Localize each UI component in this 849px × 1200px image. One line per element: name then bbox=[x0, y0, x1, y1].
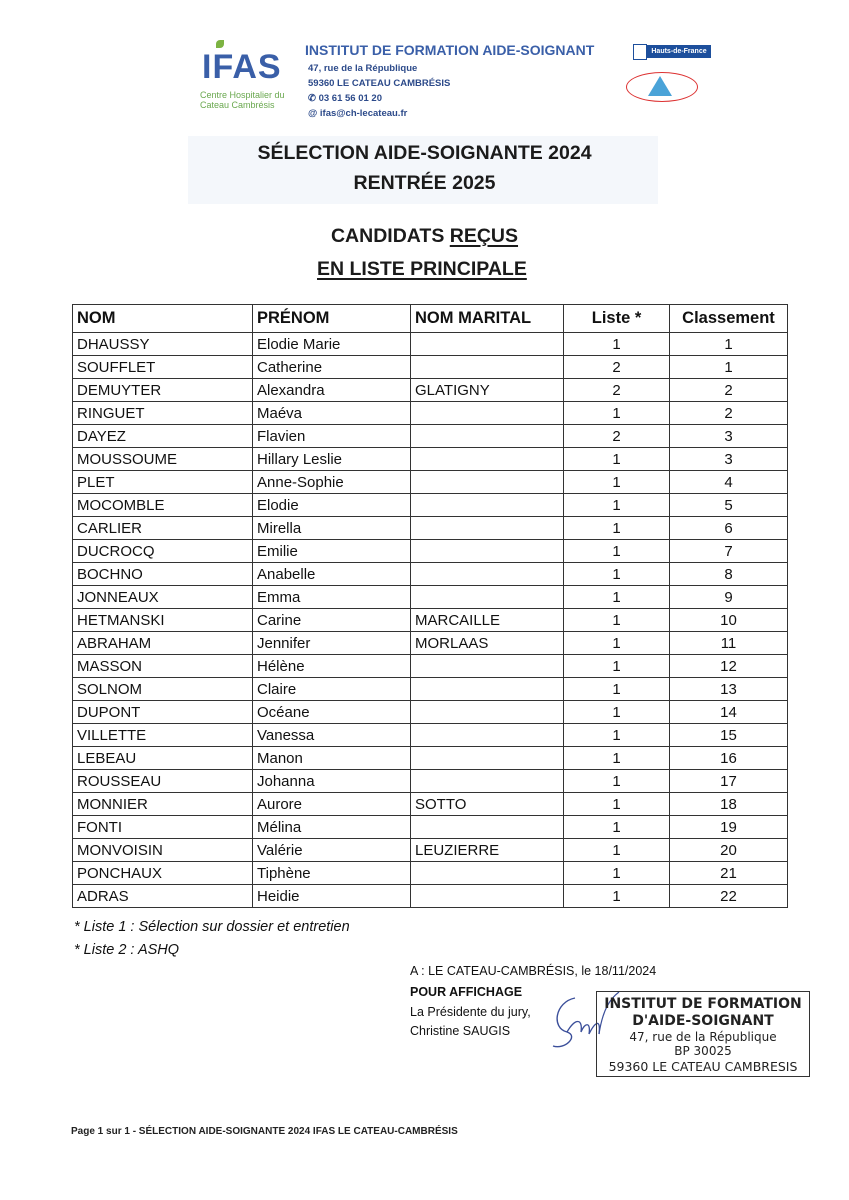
cell-liste: 1 bbox=[564, 701, 670, 724]
email: @ ifas@ch-lecateau.fr bbox=[308, 108, 408, 119]
cell-liste: 1 bbox=[564, 471, 670, 494]
cell-classement: 7 bbox=[670, 540, 788, 563]
cell-prenom: Mirella bbox=[253, 517, 411, 540]
subtitle-underlined: REÇUS bbox=[449, 225, 519, 247]
subtitle-line1 bbox=[0, 225, 849, 248]
cell-classement: 17 bbox=[670, 770, 788, 793]
cell-nom-marital bbox=[411, 885, 564, 908]
cell-classement: 6 bbox=[670, 517, 788, 540]
cell-nom: MOUSSOUME bbox=[73, 448, 253, 471]
cell-nom: DUPONT bbox=[73, 701, 253, 724]
address-line2: 59360 LE CATEAU CAMBRÉSIS bbox=[308, 78, 451, 89]
cell-nom: BOCHNO bbox=[73, 563, 253, 586]
cell-nom-marital bbox=[411, 402, 564, 425]
cell-liste: 1 bbox=[564, 816, 670, 839]
cell-nom-marital bbox=[411, 356, 564, 379]
cell-nom-marital bbox=[411, 471, 564, 494]
cell-prenom: Anne-Sophie bbox=[253, 471, 411, 494]
cell-liste: 1 bbox=[564, 724, 670, 747]
table-row bbox=[73, 678, 788, 701]
cell-nom: MOCOMBLE bbox=[73, 494, 253, 517]
address-line1: 47, rue de la République bbox=[308, 63, 418, 74]
cell-liste: 1 bbox=[564, 747, 670, 770]
cell-liste: 1 bbox=[564, 333, 670, 356]
cell-prenom: Océane bbox=[253, 701, 411, 724]
table-row bbox=[73, 586, 788, 609]
cell-nom-marital bbox=[411, 448, 564, 471]
leaf-icon bbox=[216, 40, 224, 48]
cell-nom-marital bbox=[411, 862, 564, 885]
table-row bbox=[73, 379, 788, 402]
cell-nom: ROUSSEAU bbox=[73, 770, 253, 793]
cell-classement: 19 bbox=[670, 816, 788, 839]
institute-title: INSTITUT DE FORMATION AIDE-SOIGNANT bbox=[305, 42, 595, 58]
ifas-logo bbox=[198, 40, 290, 110]
cell-nom-marital bbox=[411, 333, 564, 356]
cell-prenom: Flavien bbox=[253, 425, 411, 448]
cell-nom-marital bbox=[411, 701, 564, 724]
cell-classement: 1 bbox=[670, 333, 788, 356]
cell-liste: 1 bbox=[564, 586, 670, 609]
title-line2: RENTRÉE 2025 bbox=[353, 172, 496, 194]
cell-prenom: Jennifer bbox=[253, 632, 411, 655]
cell-classement: 12 bbox=[670, 655, 788, 678]
cell-nom-marital bbox=[411, 747, 564, 770]
cell-nom-marital: LEUZIERRE bbox=[411, 839, 564, 862]
table-header-row bbox=[73, 305, 788, 333]
cell-nom-marital: GLATIGNY bbox=[411, 379, 564, 402]
cell-classement: 1 bbox=[670, 356, 788, 379]
cell-nom: LEBEAU bbox=[73, 747, 253, 770]
table-row bbox=[73, 862, 788, 885]
cell-classement: 22 bbox=[670, 885, 788, 908]
table-row bbox=[73, 517, 788, 540]
page-footer: Page 1 sur 1 - SÉLECTION AIDE-SOIGNANTE 2024 IFAS LE CATEAU-CAMBRÉSIS bbox=[71, 1126, 458, 1137]
cell-liste: 1 bbox=[564, 678, 670, 701]
stamp-line4: BP 30025 bbox=[674, 1044, 732, 1058]
cell-nom-marital bbox=[411, 724, 564, 747]
note-liste2: * Liste 2 : ASHQ bbox=[74, 942, 180, 958]
cell-liste: 1 bbox=[564, 770, 670, 793]
cell-prenom: Claire bbox=[253, 678, 411, 701]
cell-nom: MONNIER bbox=[73, 793, 253, 816]
header-nom-marital: NOM MARITAL bbox=[411, 305, 564, 333]
table-row bbox=[73, 701, 788, 724]
region-logo bbox=[633, 42, 713, 62]
cell-nom: VILLETTE bbox=[73, 724, 253, 747]
place-date: A : LE CATEAU-CAMBRÉSIS, le 18/11/2024 bbox=[410, 964, 657, 978]
cell-liste: 1 bbox=[564, 609, 670, 632]
cell-prenom: Manon bbox=[253, 747, 411, 770]
cell-prenom: Tiphène bbox=[253, 862, 411, 885]
header-prenom: PRÉNOM bbox=[253, 305, 411, 333]
table-row bbox=[73, 816, 788, 839]
cell-nom-marital: SOTTO bbox=[411, 793, 564, 816]
cell-prenom: Alexandra bbox=[253, 379, 411, 402]
cell-prenom: Catherine bbox=[253, 356, 411, 379]
cell-classement: 8 bbox=[670, 563, 788, 586]
cell-prenom: Heidie bbox=[253, 885, 411, 908]
table-row bbox=[73, 333, 788, 356]
cell-classement: 4 bbox=[670, 471, 788, 494]
cell-liste: 1 bbox=[564, 839, 670, 862]
cell-nom: ABRAHAM bbox=[73, 632, 253, 655]
cell-nom-marital bbox=[411, 770, 564, 793]
cell-nom: PONCHAUX bbox=[73, 862, 253, 885]
cell-nom: DUCROCQ bbox=[73, 540, 253, 563]
cell-classement: 10 bbox=[670, 609, 788, 632]
header-classement: Classement bbox=[670, 305, 788, 333]
posting-label: POUR AFFICHAGE bbox=[410, 985, 523, 999]
jury-role: La Présidente du jury, bbox=[410, 1005, 531, 1019]
header-liste: Liste * bbox=[564, 305, 670, 333]
table-row bbox=[73, 747, 788, 770]
cell-classement: 5 bbox=[670, 494, 788, 517]
cell-classement: 2 bbox=[670, 402, 788, 425]
logo-caption-line1: Centre Hospitalier du bbox=[200, 90, 285, 100]
cell-nom-marital bbox=[411, 425, 564, 448]
triangle-icon bbox=[648, 76, 672, 96]
cell-prenom: Elodie bbox=[253, 494, 411, 517]
cell-nom-marital: MORLAAS bbox=[411, 632, 564, 655]
table-row bbox=[73, 540, 788, 563]
cell-nom: DAYEZ bbox=[73, 425, 253, 448]
table-row bbox=[73, 494, 788, 517]
cell-classement: 2 bbox=[670, 379, 788, 402]
cell-nom-marital bbox=[411, 586, 564, 609]
cell-nom-marital bbox=[411, 678, 564, 701]
jury-name: Christine SAUGIS bbox=[410, 1024, 511, 1038]
stamp-line5: 59360 LE CATEAU CAMBRESIS bbox=[608, 1059, 798, 1074]
cell-prenom: Elodie Marie bbox=[253, 333, 411, 356]
cell-nom: DHAUSSY bbox=[73, 333, 253, 356]
table-row bbox=[73, 402, 788, 425]
cell-liste: 1 bbox=[564, 517, 670, 540]
cell-nom: ADRAS bbox=[73, 885, 253, 908]
table-row bbox=[73, 356, 788, 379]
note-liste1: * Liste 1 : Sélection sur dossier et entretien bbox=[74, 919, 350, 935]
subtitle-line2: EN LISTE PRINCIPALE bbox=[317, 258, 527, 280]
cell-nom-marital bbox=[411, 816, 564, 839]
cell-classement: 11 bbox=[670, 632, 788, 655]
cell-prenom: Mélina bbox=[253, 816, 411, 839]
cell-liste: 1 bbox=[564, 402, 670, 425]
cell-nom: MASSON bbox=[73, 655, 253, 678]
table-row bbox=[73, 563, 788, 586]
cell-prenom: Johanna bbox=[253, 770, 411, 793]
cell-nom: MONVOISIN bbox=[73, 839, 253, 862]
cell-nom: HETMANSKI bbox=[73, 609, 253, 632]
cell-nom: JONNEAUX bbox=[73, 586, 253, 609]
cell-nom: SOLNOM bbox=[73, 678, 253, 701]
logo-text: IFAS bbox=[202, 48, 282, 86]
cell-liste: 1 bbox=[564, 563, 670, 586]
region-logo-text: Hauts-de-France bbox=[647, 45, 711, 58]
cell-prenom: Hillary Leslie bbox=[253, 448, 411, 471]
table-row bbox=[73, 839, 788, 862]
cell-nom-marital bbox=[411, 655, 564, 678]
cell-classement: 16 bbox=[670, 747, 788, 770]
cell-prenom: Valérie bbox=[253, 839, 411, 862]
header-nom: NOM bbox=[73, 305, 253, 333]
cell-classement: 21 bbox=[670, 862, 788, 885]
cell-liste: 1 bbox=[564, 540, 670, 563]
stamp-line1: INSTITUT DE FORMATION bbox=[604, 996, 802, 1012]
cell-liste: 1 bbox=[564, 494, 670, 517]
table-row bbox=[73, 448, 788, 471]
table-row bbox=[73, 609, 788, 632]
partner-logo bbox=[614, 72, 718, 114]
table-row bbox=[73, 885, 788, 908]
table-row bbox=[73, 655, 788, 678]
cell-liste: 1 bbox=[564, 632, 670, 655]
cell-liste: 1 bbox=[564, 448, 670, 471]
cell-nom-marital bbox=[411, 494, 564, 517]
cell-nom: CARLIER bbox=[73, 517, 253, 540]
cell-classement: 3 bbox=[670, 448, 788, 471]
cell-liste: 2 bbox=[564, 379, 670, 402]
cell-prenom: Hélène bbox=[253, 655, 411, 678]
phone: ✆ 03 61 56 01 20 bbox=[308, 93, 382, 104]
cell-prenom: Vanessa bbox=[253, 724, 411, 747]
cell-classement: 14 bbox=[670, 701, 788, 724]
table-row bbox=[73, 770, 788, 793]
cell-liste: 2 bbox=[564, 356, 670, 379]
cell-classement: 20 bbox=[670, 839, 788, 862]
table-row bbox=[73, 724, 788, 747]
table-row bbox=[73, 793, 788, 816]
cell-nom: FONTI bbox=[73, 816, 253, 839]
cell-classement: 13 bbox=[670, 678, 788, 701]
cell-prenom: Maéva bbox=[253, 402, 411, 425]
cell-prenom: Anabelle bbox=[253, 563, 411, 586]
stamp-line2: D'AIDE-SOIGNANT bbox=[632, 1013, 774, 1029]
cell-liste: 2 bbox=[564, 425, 670, 448]
cell-nom: RINGUET bbox=[73, 402, 253, 425]
cell-classement: 15 bbox=[670, 724, 788, 747]
cell-classement: 18 bbox=[670, 793, 788, 816]
cell-liste: 1 bbox=[564, 862, 670, 885]
candidates-table bbox=[72, 304, 788, 908]
table-row bbox=[73, 632, 788, 655]
cell-nom-marital bbox=[411, 540, 564, 563]
cell-classement: 9 bbox=[670, 586, 788, 609]
house-icon bbox=[633, 44, 647, 60]
cell-nom: PLET bbox=[73, 471, 253, 494]
cell-prenom: Emilie bbox=[253, 540, 411, 563]
logo-caption-line2: Cateau Cambrésis bbox=[200, 100, 275, 110]
cell-liste: 1 bbox=[564, 885, 670, 908]
cell-liste: 1 bbox=[564, 793, 670, 816]
cell-liste: 1 bbox=[564, 655, 670, 678]
cell-prenom: Emma bbox=[253, 586, 411, 609]
cell-nom: DEMUYTER bbox=[73, 379, 253, 402]
cell-nom: SOUFFLET bbox=[73, 356, 253, 379]
cell-prenom: Carine bbox=[253, 609, 411, 632]
stamp-line3: 47, rue de la République bbox=[629, 1030, 777, 1044]
table-row bbox=[73, 425, 788, 448]
table-row bbox=[73, 471, 788, 494]
official-stamp bbox=[596, 991, 810, 1077]
cell-nom-marital bbox=[411, 517, 564, 540]
cell-nom-marital bbox=[411, 563, 564, 586]
subtitle-prefix: CANDIDATS bbox=[330, 225, 450, 247]
cell-classement: 3 bbox=[670, 425, 788, 448]
cell-prenom: Aurore bbox=[253, 793, 411, 816]
cell-nom-marital: MARCAILLE bbox=[411, 609, 564, 632]
title-line1: SÉLECTION AIDE-SOIGNANTE 2024 bbox=[257, 142, 592, 164]
